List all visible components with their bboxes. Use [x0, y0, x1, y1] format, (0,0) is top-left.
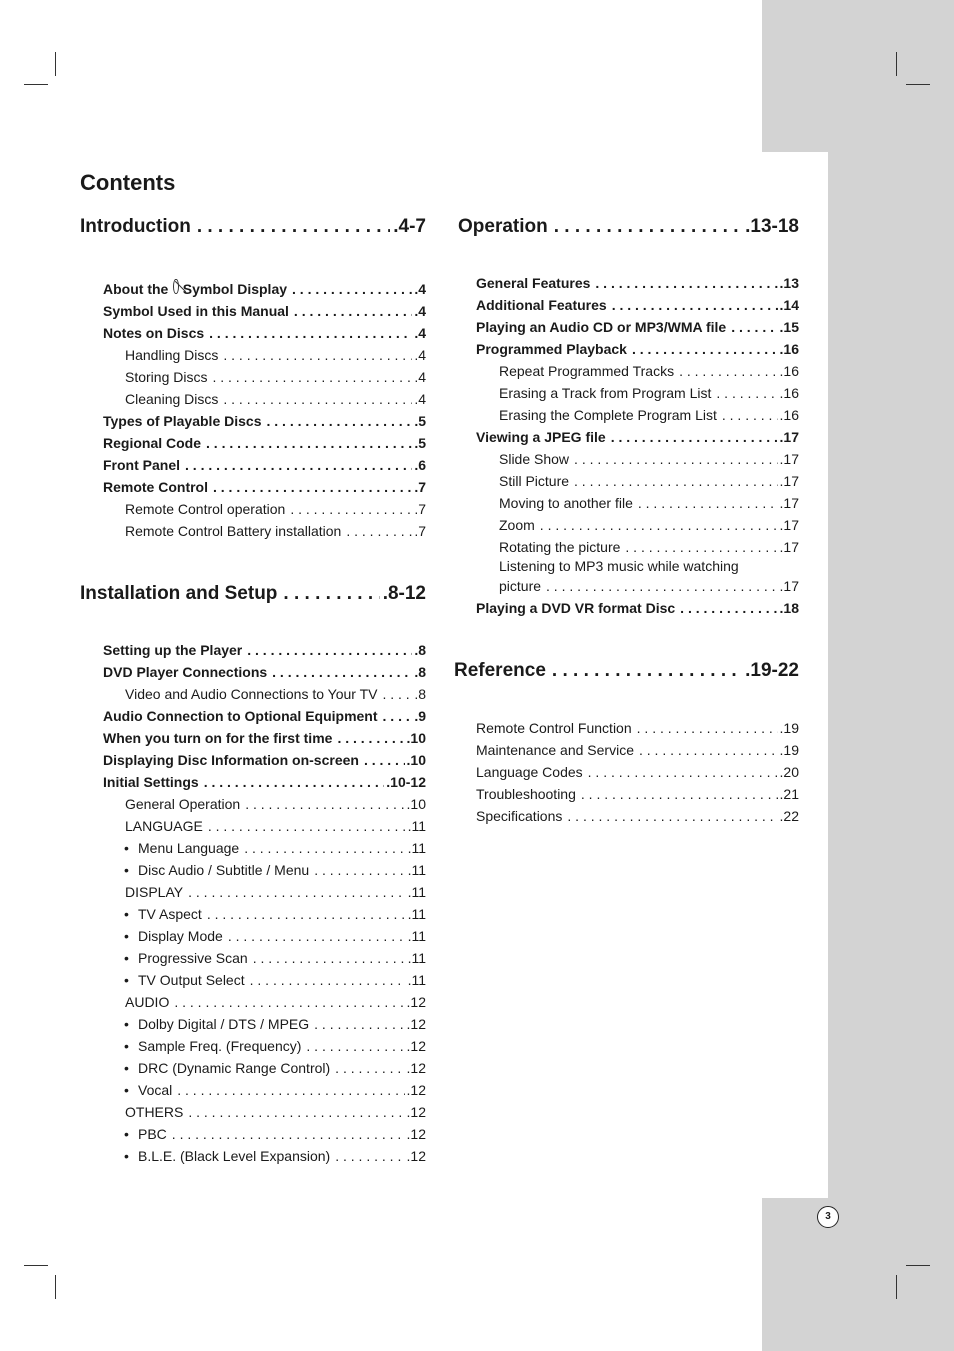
toc-entry[interactable] [476, 360, 799, 382]
bullet-icon: • [124, 862, 129, 878]
toc-entry[interactable] [476, 404, 799, 426]
toc-entry-page: .4 [414, 347, 426, 363]
toc-entry[interactable] [476, 316, 799, 338]
toc-entry[interactable] [80, 881, 426, 903]
toc-entry-page: .11 [407, 972, 426, 988]
toc-entry-label: Handling Discs [125, 347, 219, 363]
toc-entry[interactable] [80, 432, 426, 454]
toc-entry-label: General Operation [125, 796, 241, 812]
toc-entry[interactable] [80, 410, 426, 432]
toc-entry-label: PBC [138, 1126, 167, 1142]
toc-entry[interactable] [80, 388, 426, 410]
toc-entry[interactable] [80, 366, 426, 388]
reference-entries [476, 717, 799, 827]
toc-entry[interactable] [80, 903, 426, 925]
toc-entry-page: .7 [414, 479, 426, 495]
toc-entry-label: DRC (Dynamic Range Control) [138, 1060, 331, 1076]
toc-entry-page: .17 [779, 495, 799, 511]
toc-entry-page: .17 [779, 451, 799, 467]
toc-entry-page: .17 [779, 578, 799, 594]
toc-entry[interactable] [80, 344, 426, 366]
toc-entry-page: .14 [779, 297, 799, 313]
toc-entry-label: Symbol Display [182, 281, 288, 297]
bullet-icon: • [124, 928, 129, 944]
toc-entry[interactable] [80, 925, 426, 947]
toc-entry[interactable] [80, 1101, 426, 1123]
toc-entry-page: .7 [414, 523, 426, 539]
toc-entry-page: .12 [406, 1060, 426, 1076]
no-symbol-icon [173, 279, 178, 294]
toc-entry-label: Remote Control Battery installation [125, 523, 342, 539]
toc-entry[interactable] [80, 498, 426, 520]
toc-entry-label: Repeat Programmed Tracks [499, 363, 675, 379]
toc-entry[interactable] [80, 1035, 426, 1057]
toc-entry[interactable] [80, 969, 426, 991]
toc-entry-label: Disc Audio / Subtitle / Menu [138, 862, 310, 878]
toc-entry-page: .15 [779, 319, 799, 335]
toc-entry-label: Audio Connection to Optional Equipment [103, 708, 378, 724]
toc-entry-label: TV Output Select [138, 972, 245, 988]
toc-entry[interactable] [476, 448, 799, 470]
toc-entry-label: Listening to MP3 music while watching [499, 558, 739, 574]
bullet-icon: • [124, 1082, 129, 1098]
toc-entry-label: Remote Control [103, 479, 208, 495]
crop-mark [906, 84, 930, 85]
section-reference [454, 660, 799, 688]
toc-entry-label: B.L.E. (Black Level Expansion) [138, 1148, 331, 1164]
toc-entry-page: .5 [414, 413, 426, 429]
crop-mark [24, 1265, 48, 1266]
crop-mark [896, 1275, 897, 1299]
toc-entry-page: .12 [406, 1104, 426, 1120]
toc-entry-page: .10 [406, 730, 426, 746]
toc-entry-label: Types of Playable Discs [103, 413, 262, 429]
intro-entries [80, 278, 426, 542]
crop-mark [906, 1265, 930, 1266]
section-operation [458, 216, 799, 244]
bullet-icon: • [124, 1060, 129, 1076]
toc-entry-page: .17 [779, 473, 799, 489]
toc-entry-page: .13 [779, 275, 799, 291]
toc-entry-label: Setting up the Player [103, 642, 243, 658]
toc-entry-page: .4 [414, 281, 426, 297]
toc-entry-label: Progressive Scan [138, 950, 248, 966]
toc-entry-page: .4 [414, 369, 426, 385]
toc-entry-page: .10 [406, 796, 426, 812]
toc-entry-page: .11 [407, 862, 426, 878]
toc-entry-page: .11 [407, 906, 426, 922]
toc-entry[interactable] [476, 805, 799, 827]
toc-entry[interactable] [476, 514, 799, 536]
toc-entry-page: .18 [779, 600, 799, 616]
toc-entry[interactable] [80, 947, 426, 969]
section-heading[interactable]: Operation . . . .13-18 [458, 216, 799, 244]
toc-entry-label: Playing an Audio CD or MP3/WMA file [476, 319, 727, 335]
toc-entry-label: Notes on Discs [103, 325, 205, 341]
toc-entry-label: TV Aspect [138, 906, 202, 922]
toc-entry-label: LANGUAGE [125, 818, 203, 834]
crop-mark [896, 52, 897, 76]
toc-entry-page: .19 [779, 742, 799, 758]
toc-entry-page: .20 [779, 764, 799, 780]
toc-entry[interactable] [476, 597, 799, 619]
section-installation [80, 583, 426, 611]
toc-entry-label: Regional Code [103, 435, 202, 451]
toc-entry[interactable] [476, 739, 799, 761]
toc-entry-page: .21 [779, 786, 799, 802]
section-heading[interactable]: Introduction . . . .4-7 [80, 216, 426, 244]
page-number: 3 [817, 1206, 839, 1228]
toc-entry[interactable] [80, 639, 426, 661]
operation-entries [476, 272, 799, 619]
toc-entry-label: Initial Settings [103, 774, 199, 790]
toc-entry-label: When you turn on for the first time [103, 730, 333, 746]
install-entries [80, 639, 426, 1167]
toc-entry-label: OTHERS [125, 1104, 184, 1120]
toc-entry-page: .8 [414, 642, 426, 658]
toc-entry[interactable] [80, 1013, 426, 1035]
toc-entry-page: .11 [407, 840, 426, 856]
toc-entry-page: .4 [414, 391, 426, 407]
toc-entry-page: .17 [779, 517, 799, 533]
toc-entry-label: Rotating the picture [499, 539, 621, 555]
toc-entry[interactable] [80, 454, 426, 476]
toc-entry[interactable] [476, 338, 799, 360]
bullet-icon: • [124, 840, 129, 856]
toc-entry-page: .4 [414, 325, 426, 341]
toc-entry-page: .7 [414, 501, 426, 517]
toc-entry-label: Remote Control operation [125, 501, 286, 517]
toc-entry-page: .4 [414, 303, 426, 319]
toc-entry-page: .12 [406, 1126, 426, 1142]
toc-entry[interactable] [476, 426, 799, 448]
toc-entry-label: Viewing a JPEG file [476, 429, 606, 445]
toc-entry-page: .8 [414, 664, 426, 680]
toc-entry-label: Vocal [138, 1082, 173, 1098]
section-heading[interactable]: Installation and Setup . . . .8-12 [80, 583, 426, 611]
bullet-icon: • [124, 906, 129, 922]
toc-entry-page: .12 [406, 1148, 426, 1164]
toc-entry-label: Sample Freq. (Frequency) [138, 1038, 302, 1054]
toc-entry[interactable] [80, 520, 426, 542]
toc-entry-label: Dolby Digital / DTS / MPEG [138, 1016, 310, 1032]
toc-entry-page: .12 [406, 994, 426, 1010]
toc-entry-label: Remote Control Function [476, 720, 632, 736]
toc-entry-label: Slide Show [499, 451, 570, 467]
toc-entry-page: .12 [406, 1038, 426, 1054]
toc-entry[interactable] [476, 382, 799, 404]
toc-entry[interactable] [80, 793, 426, 815]
toc-entry-label: Specifications [476, 808, 563, 824]
toc-entry-page: .22 [779, 808, 799, 824]
toc-entry-label: Playing a DVD VR format Disc [476, 600, 676, 616]
toc-entry-page: .11 [407, 928, 426, 944]
toc-entry[interactable] [476, 783, 799, 805]
toc-entry-page: .17 [779, 539, 799, 555]
toc-entry-page: .17 [779, 429, 799, 445]
toc-entry-label: picture [499, 578, 542, 594]
toc-entry-label: Display Mode [138, 928, 223, 944]
page-title: Contents [80, 170, 176, 195]
toc-entry-label: Front Panel [103, 457, 181, 473]
section-introduction [80, 216, 426, 244]
toc-entry[interactable] [476, 294, 799, 316]
toc-entry-page: .11 [407, 884, 426, 900]
crop-mark [55, 1275, 56, 1299]
toc-entry[interactable] [80, 476, 426, 498]
toc-entry-label: DISPLAY [125, 884, 184, 900]
toc-entry[interactable] [476, 761, 799, 783]
toc-entry-continued[interactable] [476, 575, 799, 597]
section-heading[interactable]: Reference . . . .19-22 [454, 660, 799, 688]
toc-entry[interactable] [80, 322, 426, 344]
toc-entry[interactable] [80, 661, 426, 683]
toc-entry-label: Menu Language [138, 840, 240, 856]
toc-entry-label: Erasing the Complete Program List [499, 407, 717, 423]
toc-entry-label: Troubleshooting [476, 786, 576, 802]
toc-entry-page: .11 [407, 950, 426, 966]
toc-entry-page: .12 [406, 1016, 426, 1032]
toc-entry[interactable] [476, 717, 799, 739]
toc-entry[interactable] [476, 492, 799, 514]
toc-entry[interactable] [476, 470, 799, 492]
toc-entry-label: About the [103, 281, 169, 297]
toc-entry-page: .10 [406, 752, 426, 768]
toc-entry-label: Maintenance and Service [476, 742, 634, 758]
toc-entry[interactable] [80, 705, 426, 727]
toc-entry-label: Symbol Used in this Manual [103, 303, 289, 319]
toc-entry-page: .19 [779, 720, 799, 736]
toc-entry[interactable] [80, 1079, 426, 1101]
toc-entry[interactable] [80, 771, 426, 793]
toc-entry-label: Erasing a Track from Program List [499, 385, 712, 401]
toc-entry-label: AUDIO [125, 994, 170, 1010]
toc-entry[interactable] [80, 1057, 426, 1079]
toc-entry[interactable] [80, 300, 426, 322]
toc-entry-page: .6 [414, 457, 426, 473]
toc-entry[interactable] [80, 991, 426, 1013]
bullet-icon: • [124, 1148, 129, 1164]
toc-entry[interactable] [80, 278, 426, 300]
toc-entry[interactable] [476, 272, 799, 294]
toc-entry-page: .12 [406, 1082, 426, 1098]
bullet-icon: • [124, 1038, 129, 1054]
toc-entry[interactable] [80, 837, 426, 859]
bullet-icon: • [124, 950, 129, 966]
toc-entry-label: Additional Features [476, 297, 607, 313]
toc-entry[interactable] [80, 1123, 426, 1145]
toc-entry[interactable] [80, 1145, 426, 1167]
crop-mark [55, 52, 56, 76]
toc-entry[interactable] [80, 815, 426, 837]
toc-entry-page: .9 [414, 708, 426, 724]
crop-mark [24, 84, 48, 85]
toc-entry-label: Storing Discs [125, 369, 208, 385]
toc-entry-page: .11 [407, 818, 426, 834]
toc-entry[interactable] [80, 727, 426, 749]
toc-entry[interactable] [80, 859, 426, 881]
toc-entry-page: .16 [779, 385, 799, 401]
toc-entry-label: Still Picture [499, 473, 570, 489]
toc-entry-page: .8 [414, 686, 426, 702]
toc-entry-label: Moving to another file [499, 495, 633, 511]
bullet-icon: • [124, 1126, 129, 1142]
toc-entry-page: .16 [779, 407, 799, 423]
toc-entry-label: Displaying Disc Information on-screen [103, 752, 359, 768]
bullet-icon: • [124, 972, 129, 988]
toc-entry-page: .16 [779, 363, 799, 379]
toc-entry-label: DVD Player Connections [103, 664, 268, 680]
toc-entry[interactable] [476, 536, 799, 558]
toc-entry-label: General Features [476, 275, 591, 291]
toc-entry-page: .5 [414, 435, 426, 451]
toc-entry-label: Cleaning Discs [125, 391, 219, 407]
toc-entry-page: .16 [779, 341, 799, 357]
bullet-icon: • [124, 1016, 129, 1032]
toc-entry-label: Zoom [499, 517, 535, 533]
toc-entry[interactable] [476, 558, 799, 575]
toc-entry[interactable] [80, 749, 426, 771]
toc-entry-label: Video and Audio Connections to Your TV [125, 686, 378, 702]
toc-entry-label: Language Codes [476, 764, 583, 780]
toc-entry-page: .10-12 [386, 774, 426, 790]
toc-entry[interactable] [80, 683, 426, 705]
toc-entry-label: Programmed Playback [476, 341, 627, 357]
